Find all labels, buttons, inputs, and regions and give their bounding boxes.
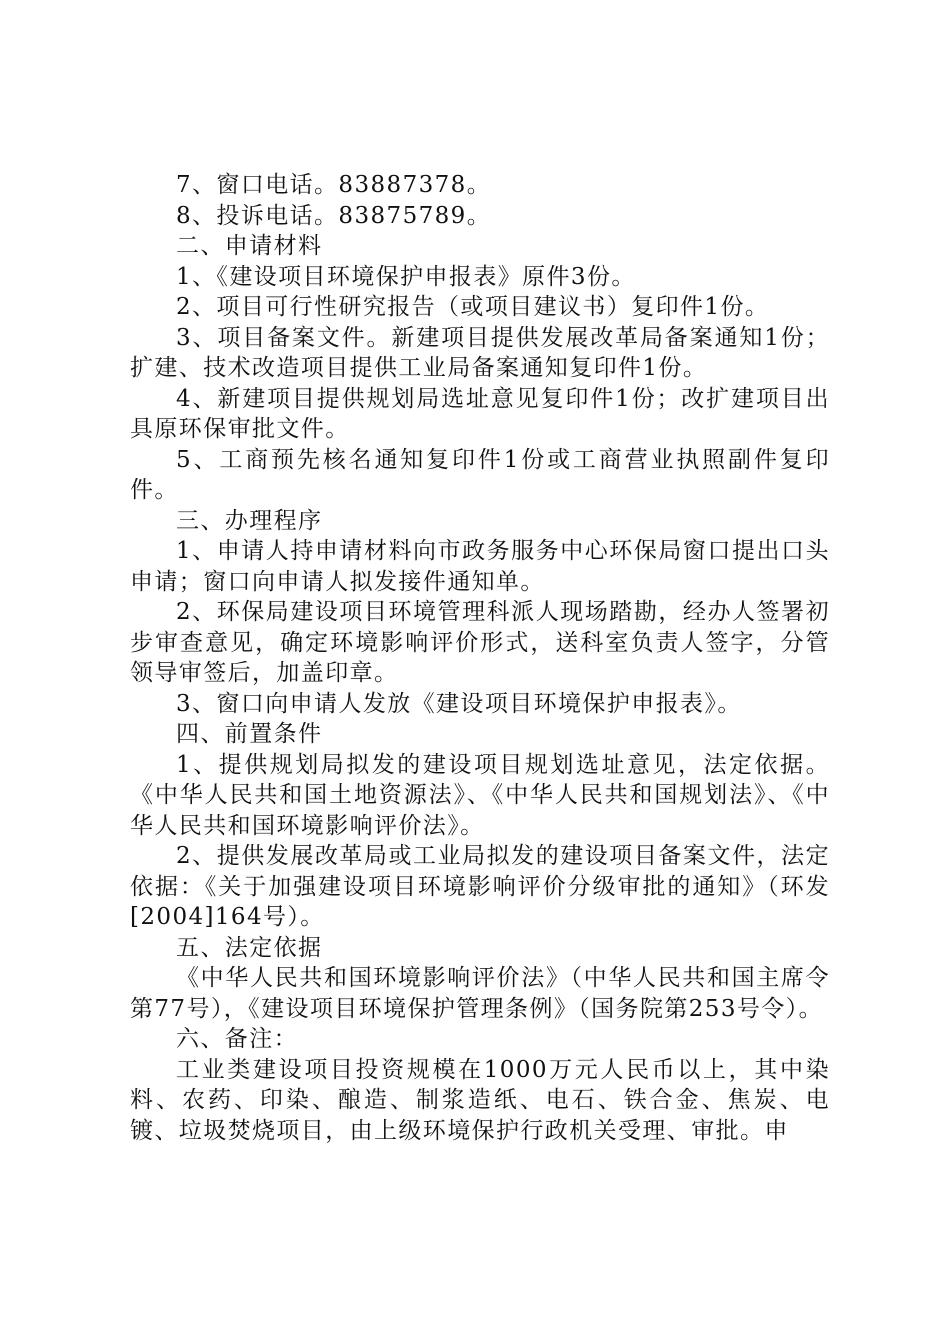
precondition-item-1: 1、提供规划局拟发的建设项目规划选址意见，法定依据。《中华人民共和国土地资源法》、《中华人民共和国规划法》、《中华人民共和国环境影响评价法》。 (130, 751, 830, 839)
materials-item-4: 4、新建项目提供规划局选址意见复印件1份；改扩建项目出具原环保审批文件。 (130, 385, 830, 442)
section-heading-legal-basis: 五、法定依据 (176, 934, 323, 961)
section-heading-preconditions: 四、前置条件 (176, 721, 323, 747)
precondition-item-2: 2、提供发展改革局或工业局拟发的建设项目备案文件，法定依据：《关于加强建设项目环境影响评价分级审批的通知》（环发[2004]164号）。 (130, 843, 830, 930)
legal-basis-text: 《中华人民共和国环境影响评价法》（中华人民共和国主席令第77号），《建设项目环境保护管理条例》（国务院第253号令）。 (130, 965, 830, 1022)
materials-item-3: 3、项目备案文件。新建项目提供发展改革局备案通知1份；扩建、技术改造项目提供工业局备案通知复印件1份。 (130, 324, 830, 381)
procedure-item-3: 3、窗口向申请人发放《建设项目环境保护申报表》。 (176, 690, 742, 717)
section-heading-procedure: 三、办理程序 (176, 507, 323, 534)
window-phone-item: 7、窗口电话。83887378。 (176, 172, 492, 198)
materials-item-1: 1、《建设项目环境保护申报表》原件3份。 (176, 263, 636, 290)
section-heading-notes: 六、备注： (176, 1026, 298, 1052)
notes-text: 工业类建设项目投资规模在1000万元人民币以上，其中染料、农药、印染、酿造、制浆造纸、电石、铁合金、焦炭、电镀、垃圾焚烧项目，由上级环境保护行政机关受理、审批。申 (130, 1056, 830, 1144)
document-body (130, 170, 830, 1146)
complaint-phone-item: 8、投诉电话。83875789。 (176, 202, 492, 229)
procedure-item-2: 2、环保局建设项目环境管理科派人现场踏勘，经办人签署初步审查意见，确定环境影响评价形式，送科室负责人签字，分管领导审签后，加盖印章。 (130, 599, 830, 686)
section-heading-materials: 二、申请材料 (176, 233, 323, 259)
materials-item-5: 5、工商预先核名通知复印件1份或工商营业执照副件复印件。 (130, 446, 830, 503)
materials-item-2: 2、项目可行性研究报告（或项目建议书）复印件1份。 (176, 294, 770, 320)
procedure-item-1: 1、申请人持申请材料向市政务服务中心环保局窗口提出口头申请；窗口向申请人拟发接件通知单。 (130, 538, 830, 595)
